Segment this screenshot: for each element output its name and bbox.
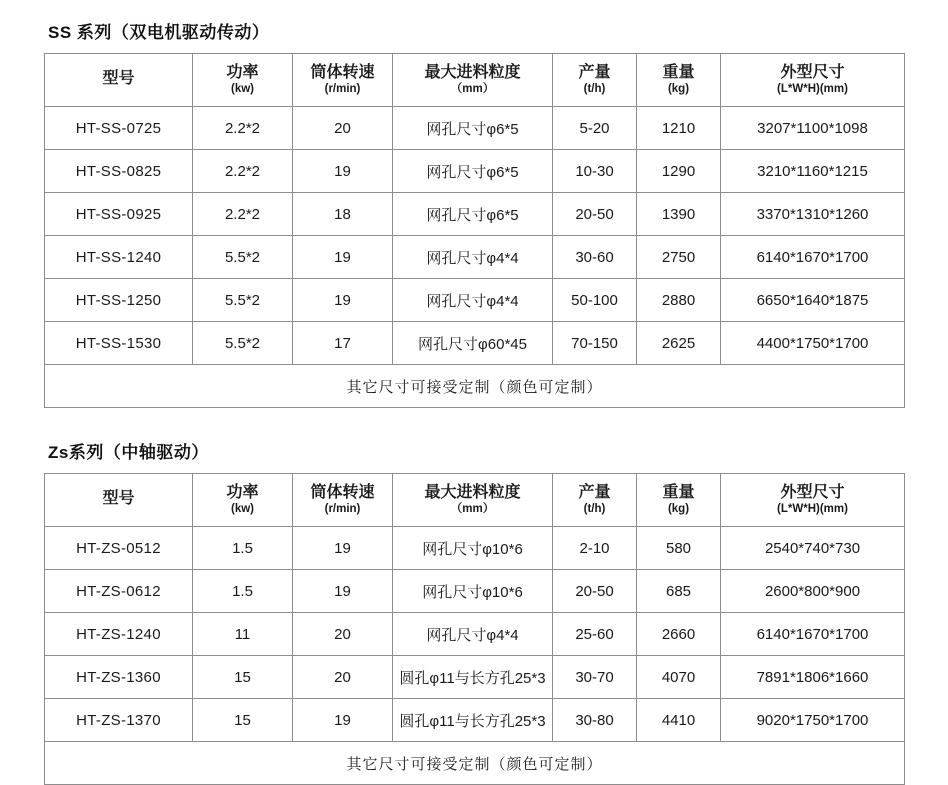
cell-model: HT-SS-0825 [45, 150, 193, 193]
cell-weight: 2880 [637, 279, 721, 322]
column-header-feed-size: 最大进料粒度 （mm） [393, 54, 553, 107]
cell-weight: 4410 [637, 699, 721, 742]
cell-feed-size: 圆孔φ11与长方孔25*3 [393, 699, 553, 742]
cell-feed-size: 网孔尺寸φ6*5 [393, 107, 553, 150]
cell-speed: 17 [293, 322, 393, 365]
cell-feed-size: 网孔尺寸φ4*4 [393, 279, 553, 322]
cell-dimensions: 3210*1160*1215 [721, 150, 905, 193]
cell-model: HT-ZS-0612 [45, 570, 193, 613]
cell-feed-size: 网孔尺寸φ4*4 [393, 236, 553, 279]
column-header-feed-size: 最大进料粒度 （mm） [393, 474, 553, 527]
cell-speed: 20 [293, 107, 393, 150]
table-row [45, 150, 905, 193]
cell-capacity: 20-50 [553, 570, 637, 613]
cell-dimensions: 9020*1750*1700 [721, 699, 905, 742]
table-row [45, 193, 905, 236]
column-header-speed: 筒体转速 (r/min) [293, 54, 393, 107]
cell-power: 1.5 [193, 527, 293, 570]
cell-power: 11 [193, 613, 293, 656]
cell-dimensions: 4400*1750*1700 [721, 322, 905, 365]
cell-weight: 1210 [637, 107, 721, 150]
cell-speed: 20 [293, 613, 393, 656]
cell-power: 1.5 [193, 570, 293, 613]
cell-capacity: 25-60 [553, 613, 637, 656]
cell-capacity: 2-10 [553, 527, 637, 570]
cell-capacity: 5-20 [553, 107, 637, 150]
cell-model: HT-ZS-1360 [45, 656, 193, 699]
cell-power: 15 [193, 656, 293, 699]
cell-feed-size: 网孔尺寸φ60*45 [393, 322, 553, 365]
cell-dimensions: 3207*1100*1098 [721, 107, 905, 150]
cell-speed: 20 [293, 656, 393, 699]
table-row [45, 322, 905, 365]
cell-feed-size: 网孔尺寸φ6*5 [393, 150, 553, 193]
cell-dimensions: 2600*800*900 [721, 570, 905, 613]
table-row [45, 527, 905, 570]
spec-table-zs [44, 473, 905, 785]
column-header-weight: 重量 (kg) [637, 54, 721, 107]
cell-weight: 2660 [637, 613, 721, 656]
cell-capacity: 70-150 [553, 322, 637, 365]
cell-speed: 19 [293, 279, 393, 322]
cell-power: 2.2*2 [193, 150, 293, 193]
footnote-custom-size: 其它尺寸可接受定制（颜色可定制） [45, 742, 905, 785]
cell-speed: 19 [293, 236, 393, 279]
cell-model: HT-SS-1240 [45, 236, 193, 279]
column-header-model: 型号 [45, 474, 193, 527]
cell-capacity: 30-70 [553, 656, 637, 699]
cell-power: 5.5*2 [193, 322, 293, 365]
footnote-custom-size: 其它尺寸可接受定制（颜色可定制） [45, 365, 905, 408]
cell-weight: 1290 [637, 150, 721, 193]
cell-power: 5.5*2 [193, 236, 293, 279]
cell-power: 2.2*2 [193, 107, 293, 150]
cell-power: 15 [193, 699, 293, 742]
cell-speed: 19 [293, 699, 393, 742]
table-row [45, 236, 905, 279]
spec-table-ss [44, 53, 905, 408]
cell-capacity: 50-100 [553, 279, 637, 322]
table-footnote-row [45, 365, 905, 408]
cell-feed-size: 圆孔φ11与长方孔25*3 [393, 656, 553, 699]
cell-model: HT-SS-0725 [45, 107, 193, 150]
column-header-capacity: 产量 (t/h) [553, 54, 637, 107]
cell-weight: 2625 [637, 322, 721, 365]
cell-model: HT-ZS-0512 [45, 527, 193, 570]
table-row [45, 570, 905, 613]
table-row [45, 656, 905, 699]
table-row [45, 279, 905, 322]
cell-weight: 4070 [637, 656, 721, 699]
cell-capacity: 30-60 [553, 236, 637, 279]
cell-dimensions: 6140*1670*1700 [721, 236, 905, 279]
cell-weight: 685 [637, 570, 721, 613]
table-row [45, 699, 905, 742]
cell-model: HT-ZS-1240 [45, 613, 193, 656]
cell-power: 5.5*2 [193, 279, 293, 322]
cell-model: HT-SS-0925 [45, 193, 193, 236]
column-header-dimensions: 外型尺寸 (L*W*H)(mm) [721, 474, 905, 527]
column-header-power: 功率 (kw) [193, 54, 293, 107]
cell-dimensions: 7891*1806*1660 [721, 656, 905, 699]
cell-capacity: 10-30 [553, 150, 637, 193]
cell-speed: 19 [293, 570, 393, 613]
cell-speed: 19 [293, 150, 393, 193]
cell-dimensions: 6650*1640*1875 [721, 279, 905, 322]
column-header-capacity: 产量 (t/h) [553, 474, 637, 527]
cell-weight: 1390 [637, 193, 721, 236]
cell-weight: 2750 [637, 236, 721, 279]
cell-model: HT-ZS-1370 [45, 699, 193, 742]
column-header-power: 功率 (kw) [193, 474, 293, 527]
cell-model: HT-SS-1250 [45, 279, 193, 322]
cell-dimensions: 3370*1310*1260 [721, 193, 905, 236]
cell-weight: 580 [637, 527, 721, 570]
cell-dimensions: 6140*1670*1700 [721, 613, 905, 656]
cell-capacity: 20-50 [553, 193, 637, 236]
column-header-weight: 重量 (kg) [637, 474, 721, 527]
cell-model: HT-SS-1530 [45, 322, 193, 365]
cell-power: 2.2*2 [193, 193, 293, 236]
table-header-row [45, 474, 905, 527]
table-footnote-row [45, 742, 905, 785]
cell-speed: 18 [293, 193, 393, 236]
cell-feed-size: 网孔尺寸φ6*5 [393, 193, 553, 236]
cell-feed-size: 网孔尺寸φ10*6 [393, 527, 553, 570]
cell-dimensions: 2540*740*730 [721, 527, 905, 570]
column-header-model: 型号 [45, 54, 193, 107]
section-title-zs: Zs系列（中轴驱动） [48, 443, 209, 462]
table-row [45, 613, 905, 656]
table-header-row [45, 54, 905, 107]
cell-feed-size: 网孔尺寸φ4*4 [393, 613, 553, 656]
cell-capacity: 30-80 [553, 699, 637, 742]
column-header-dimensions: 外型尺寸 (L*W*H)(mm) [721, 54, 905, 107]
column-header-speed: 筒体转速 (r/min) [293, 474, 393, 527]
table-row [45, 107, 905, 150]
cell-feed-size: 网孔尺寸φ10*6 [393, 570, 553, 613]
section-title-ss: SS 系列（双电机驱动传动） [48, 23, 270, 42]
cell-speed: 19 [293, 527, 393, 570]
